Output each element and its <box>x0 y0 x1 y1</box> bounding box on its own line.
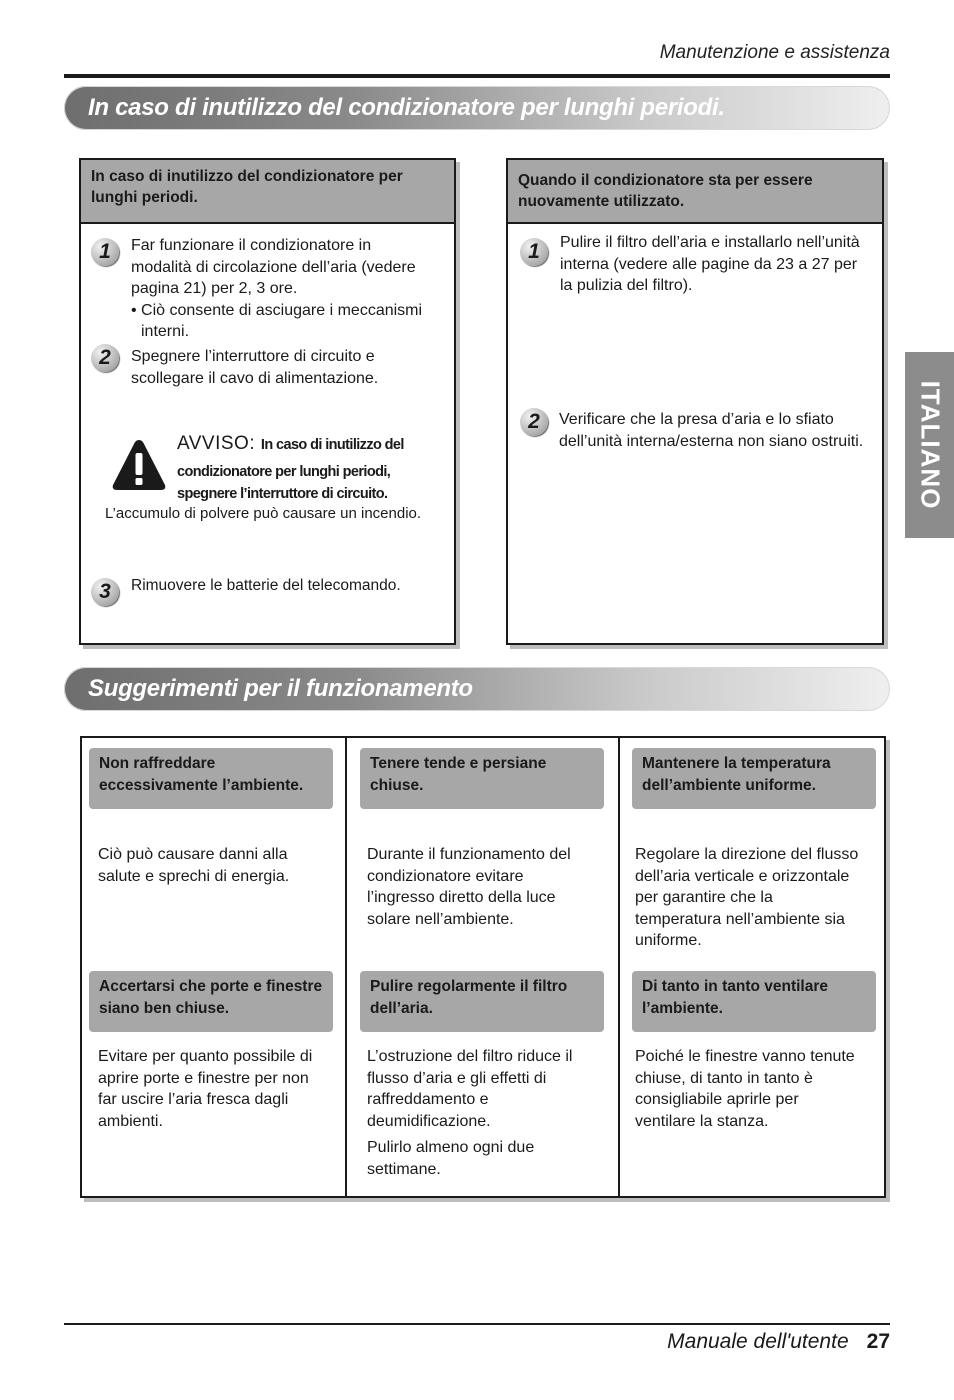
tip-title-1: Non raffreddare eccessivamente l’ambiente. <box>89 748 333 809</box>
section-banner-storage <box>64 86 890 130</box>
step-number-2: 2 <box>91 344 119 372</box>
tip-3-line-3: per garantire che la <box>635 889 773 906</box>
tip-title-4: Accertarsi che porte e finestre siano ben chiuse. <box>89 971 333 1032</box>
storage-step-1-bullet-cont: interni. <box>141 323 190 340</box>
tip-6-line-2: chiuse, di tanto in tanto è <box>635 1069 813 1087</box>
running-header: Manutenzione e assistenza <box>659 42 890 63</box>
storage-step-2-line-1: Spegnere l’interruttore di circuito e <box>131 348 375 365</box>
bottom-rule <box>64 1323 890 1325</box>
tips-divider-2 <box>618 738 620 1196</box>
storage-step-1-text <box>131 235 449 343</box>
tip-title-5: Pulire regolarmente il filtro dell’aria. <box>360 971 604 1032</box>
tip-5-line-4: deumidificazione. <box>367 1112 491 1130</box>
reuse-step-2-text <box>559 409 879 452</box>
storage-step-1-bullet: • Ciò consente di asciugare i meccanismi <box>131 301 423 319</box>
storage-step-3-text: Rimuovere le batterie del telecomando. <box>131 577 401 594</box>
tip-2-line-2: condizionatore evitare <box>367 867 524 885</box>
storage-step-1-line-1: Far funzionare il condizionatore in <box>131 237 372 254</box>
tip-1-line-2: salute e sprechi di energia. <box>98 867 290 885</box>
tip-2-line-4: solare nell’ambiente. <box>367 910 514 928</box>
tip-4-line-3: far uscire l’aria fresca dagli <box>98 1091 289 1108</box>
tip-body-5 <box>367 1046 597 1180</box>
section-banner-tips-title: Suggerimenti per il funzionamento <box>88 675 473 702</box>
reuse-box <box>506 158 884 645</box>
tip-body-1 <box>98 844 328 887</box>
tip-5-extra-line-1: Pulirlo almeno ogni due <box>367 1139 535 1156</box>
warning-text-line-3: spegnere l’interruttore di circuito. <box>177 486 388 502</box>
tip-2-line-1: Durante il funzionamento del <box>367 846 571 863</box>
reuse-step-1-line-1: Pulire il filtro dell’aria e installarlo nell’unità <box>560 234 860 251</box>
storage-step-2-line-2: scollegare il cavo di alimentazione. <box>131 369 379 387</box>
warning-text <box>177 461 447 505</box>
tips-divider-1 <box>345 738 347 1196</box>
storage-box <box>79 158 456 645</box>
warning-triangle-icon <box>111 438 167 492</box>
page-footer <box>560 1330 890 1354</box>
tip-4-line-1: Evitare per quanto possibile di <box>98 1048 313 1065</box>
tip-5-line-1: L’ostruzione del filtro riduce il <box>367 1048 573 1065</box>
tip-1-line-1: Ciò può causare danni alla <box>98 846 288 863</box>
tip-3-line-1: Regolare la direzione del flusso <box>635 846 859 863</box>
storage-box-title: In caso di inutilizzo del condizionatore per lunghi periodi. <box>81 160 454 224</box>
tip-6-line-1: Poiché le finestre vanno tenute <box>635 1048 855 1065</box>
tip-6-line-4: ventilare la stanza. <box>635 1112 769 1130</box>
language-tab-label: ITALIANO <box>915 380 945 510</box>
tip-6-line-3: consigliabile aprirle per <box>635 1091 799 1108</box>
footer-label: Manuale dell'utente <box>667 1330 849 1353</box>
tip-3-line-4: temperatura nell’ambiente sia <box>635 910 845 928</box>
tip-body-4 <box>98 1046 328 1132</box>
tip-body-2 <box>367 844 597 930</box>
warning-note: L’accumulo di polvere può causare un incendio. <box>105 505 422 522</box>
reuse-box-title: Quando il condizionatore sta per essere nuovamente utilizzato. <box>508 160 882 224</box>
reuse-step-1-line-3: la pulizia del filtro). <box>560 277 693 294</box>
tips-grid <box>80 736 886 1198</box>
reuse-step-2-line-2: dell’unità interna/esterna non siano ostruiti. <box>559 432 864 450</box>
reuse-step-2-line-1: Verificare che la presa d’aria e lo sfiato <box>559 411 834 428</box>
language-tab <box>905 352 954 538</box>
step-number-3: 3 <box>91 578 119 606</box>
reuse-step-number-2: 2 <box>520 408 548 436</box>
storage-step-1-line-2: modalità di circolazione dell’aria (vedere <box>131 258 416 276</box>
reuse-step-number-1: 1 <box>520 238 548 266</box>
page-number: 27 <box>866 1330 890 1353</box>
tip-title-2: Tenere tende e persiane chiuse. <box>360 748 604 809</box>
section-banner-tips <box>64 667 890 711</box>
warning-title <box>177 433 404 455</box>
tip-3-line-5: uniforme. <box>635 932 702 949</box>
tip-4-line-4: ambienti. <box>98 1112 163 1130</box>
section-banner-storage-title: In caso di inutilizzo del condizionatore per lunghi periodi. <box>88 94 725 121</box>
reuse-step-1-line-2: interna (vedere alle pagine da 23 a 27 per <box>560 255 858 273</box>
tip-body-3 <box>635 844 865 952</box>
tip-5-extra-line-2: settimane. <box>367 1160 441 1178</box>
warning-title-text: AVVISO: <box>177 433 256 454</box>
warning-text-line-1: In caso di inutilizzo del <box>260 437 404 453</box>
warning-text-line-2: condizionatore per lunghi periodi, <box>177 464 391 480</box>
tip-3-line-2: dell’aria verticale e orizzontale <box>635 867 850 885</box>
tip-5-line-3: raffreddamento e <box>367 1091 489 1108</box>
storage-step-2-text <box>131 346 449 389</box>
tip-title-6: Di tanto in tanto ventilare l’ambiente. <box>632 971 876 1032</box>
tip-2-line-3: l’ingresso diretto della luce <box>367 889 556 906</box>
tip-body-6 <box>635 1046 865 1132</box>
tip-4-line-2: aprire porte e finestre per non <box>98 1069 309 1087</box>
reuse-step-1-text <box>560 232 878 297</box>
step-number-1: 1 <box>91 238 119 266</box>
tip-title-3: Mantenere la temperatura dell’ambiente uniforme. <box>632 748 876 809</box>
storage-step-1-line-3: pagina 21) per 2, 3 ore. <box>131 280 298 297</box>
top-rule <box>64 74 890 78</box>
tip-5-line-2: flusso d’aria e gli effetti di <box>367 1069 547 1087</box>
